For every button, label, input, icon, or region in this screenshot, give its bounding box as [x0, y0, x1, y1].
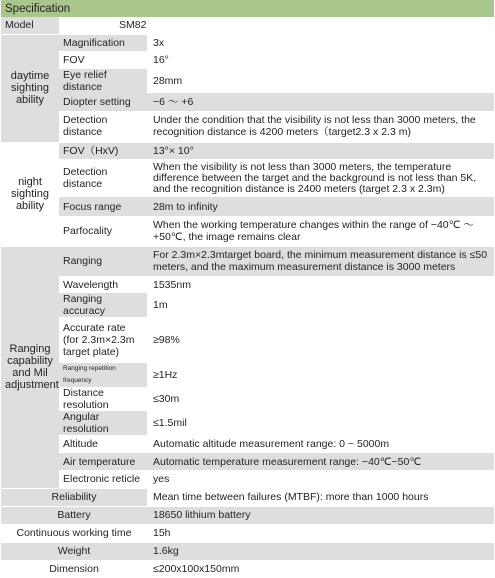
spec-row — [1, 470, 494, 488]
row-label: Accurate rate (for 2.3m×2.3m target plate) — [59, 317, 147, 363]
row-label: Parfocality — [59, 216, 147, 246]
row-value: Automatic altitude measurement range: 0 ~ 5000m — [147, 435, 494, 453]
row-value: 1535nm — [147, 276, 494, 293]
row-label: Continuous working time — [1, 524, 147, 542]
row-value: When the working temperature changes within the range of −40℃ ～+50℃, the image remains clear — [147, 216, 494, 246]
row-value: 16° — [147, 51, 494, 69]
row-value: 13°× 10° — [147, 142, 494, 159]
row-value: ≥1Hz — [147, 363, 494, 387]
spec-row — [1, 524, 494, 542]
row-label: Dimension — [1, 560, 147, 578]
row-value: 1.6kg — [147, 542, 494, 560]
spec-row — [1, 34, 494, 51]
row-value: 15h — [147, 524, 494, 542]
row-label: Focus range — [59, 197, 147, 216]
row-label: FOV — [59, 51, 147, 69]
spec-row — [1, 506, 494, 524]
spec-row — [1, 363, 494, 387]
spec-row — [1, 276, 494, 293]
row-value: 28mm — [147, 69, 494, 93]
row-value: ≤200x100x150mm — [147, 560, 494, 578]
row-label: Ranging repetition frequency — [59, 363, 147, 387]
spec-row — [1, 216, 494, 246]
spec-row — [1, 246, 494, 276]
model-value: SM82 — [59, 17, 494, 34]
row-value: ≥98% — [147, 317, 494, 363]
row-label: Ranging accuracy — [59, 293, 147, 317]
spec-row — [1, 453, 494, 470]
spec-row — [1, 293, 494, 317]
row-label: Angular resolution — [59, 411, 147, 435]
row-value: Under the condition that the visibility is not less than 3000 meters, the recognition distance is 4200 meters（target2.3 x 2.3 m) — [147, 111, 494, 142]
row-label: Electronic reticle — [59, 470, 147, 488]
row-value: ≤30m — [147, 387, 494, 411]
row-label: Reliability — [1, 488, 147, 506]
spec-row — [1, 387, 494, 411]
row-value: 1m — [147, 293, 494, 317]
row-label: Distance resolution — [59, 387, 147, 411]
row-label: Diopter setting — [59, 93, 147, 111]
row-value: 18650 lithium battery — [147, 506, 494, 524]
row-value: 28m to infinity — [147, 197, 494, 216]
spec-row — [1, 488, 494, 506]
spec-row — [1, 51, 494, 69]
row-label: FOV（HxV) — [59, 142, 147, 159]
row-value: −6 ～ +6 — [147, 93, 494, 111]
category-ranging: Ranging capability and Mil adjustment — [1, 246, 59, 488]
category-daytime: daytime sighting ability — [1, 34, 59, 142]
row-label: Detection distance — [59, 111, 147, 142]
spec-row — [1, 197, 494, 216]
spec-row — [1, 111, 494, 142]
category-night: night sighting ability — [1, 142, 59, 246]
spec-row — [1, 159, 494, 197]
row-value: 3x — [147, 34, 494, 51]
row-value: When the visibility is not less than 3000 meters, the temperature difference between the target and the background is not less than 5K, and the recognition distance is 2400 meters (target 2.3 x 2.3m) — [147, 159, 494, 197]
row-label: Magnification — [59, 34, 147, 51]
spec-row — [1, 142, 494, 159]
model-row — [1, 17, 494, 34]
row-label: Battery — [1, 506, 147, 524]
row-value: ≤1.5mil — [147, 411, 494, 435]
spec-row — [1, 69, 494, 93]
header-row — [1, 0, 494, 17]
specification-table — [1, 0, 494, 578]
row-label: Eye relief distance — [59, 69, 147, 93]
row-label: Weight — [1, 542, 147, 560]
model-label: Model — [1, 17, 59, 34]
row-label: Air temperature — [59, 453, 147, 470]
row-value: For 2.3m×2.3mtarget board, the minimum measurement distance is ≤50 meters, and the maximum measurement distance is 3000 meters — [147, 246, 494, 276]
row-label: Ranging — [59, 246, 147, 276]
spec-row — [1, 435, 494, 453]
row-label: Wavelength — [59, 276, 147, 293]
row-value: yes — [147, 470, 494, 488]
spec-row — [1, 542, 494, 560]
spec-row — [1, 560, 494, 578]
row-value: Mean time between failures (MTBF): more than 1000 hours — [147, 488, 494, 506]
row-label: Detection distance — [59, 159, 147, 197]
row-label: Altitude — [59, 435, 147, 453]
spec-row — [1, 93, 494, 111]
spec-row — [1, 411, 494, 435]
row-value: Automatic temperature measurement range: −40℃~50℃ — [147, 453, 494, 470]
table-title: Specification — [1, 0, 494, 17]
spec-row — [1, 317, 494, 363]
